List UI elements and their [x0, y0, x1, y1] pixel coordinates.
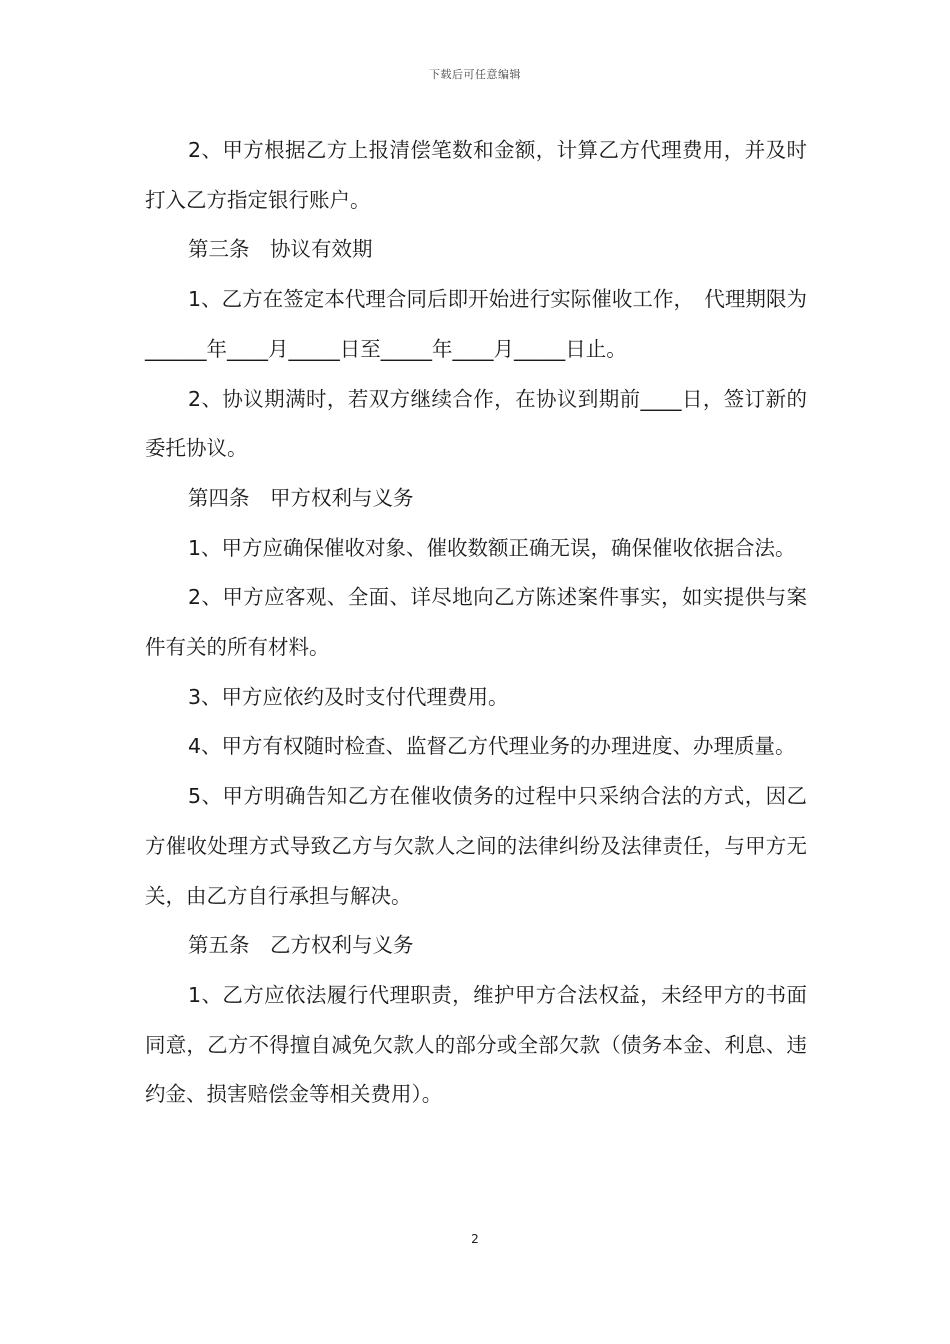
clause-4-3: 3、甲方应依约及时支付代理费用。 — [188, 684, 509, 709]
clause-4-1: 1、甲方应确保催收对象、催收数额正确无误，确保催收依据合法。 — [188, 535, 796, 560]
article-4-heading: 第四条 甲方权利与义务 — [188, 485, 414, 510]
clause-4-5: 5、甲方明确告知乙方在催收债务的过程中只采纳合法的方式，因乙方催收处理方式导致乙方与欠款人之间的法律纠纷及法律责任，与甲方无关，由乙方自行承担与解决。 — [145, 784, 807, 908]
document-body — [145, 126, 807, 1120]
clause-4-4: 4、甲方有权随时检查、监督乙方代理业务的办理进度、办理质量。 — [188, 734, 796, 759]
clause-5-1: 1、乙方应依法履行代理职责，维护甲方合法权益，未经甲方的书面同意，乙方不得擅自减免欠款人的部分或全部欠款（债务本金、利息、违约金、损害赔偿金等相关费用）。 — [145, 982, 807, 1107]
article-5-heading: 第五条 乙方权利与义务 — [188, 933, 414, 958]
page-header: 下载后可任意编辑 — [429, 68, 521, 81]
clause-4-2: 2、甲方应客观、全面、详尽地向乙方陈述案件事实，如实提供与案件有关的所有材料。 — [145, 585, 807, 660]
clause-term-renewal: 2、协议期满时，若双方继续合作，在协议到期前____日，签订新的委托协议。 — [145, 386, 807, 461]
clause-term-period: 1、乙方在签定本代理合同后即开始进行实际催收工作， 代理期限为______年____月_____日至_____年____月_____日止。 — [145, 287, 807, 361]
article-3-heading: 第三条 协议有效期 — [188, 237, 373, 262]
clause-3-2-payment: 2、甲方根据乙方上报清偿笔数和金额，计算乙方代理费用，并及时打入乙方指定银行账户。 — [145, 138, 807, 212]
page-number: 2 — [471, 1232, 479, 1246]
